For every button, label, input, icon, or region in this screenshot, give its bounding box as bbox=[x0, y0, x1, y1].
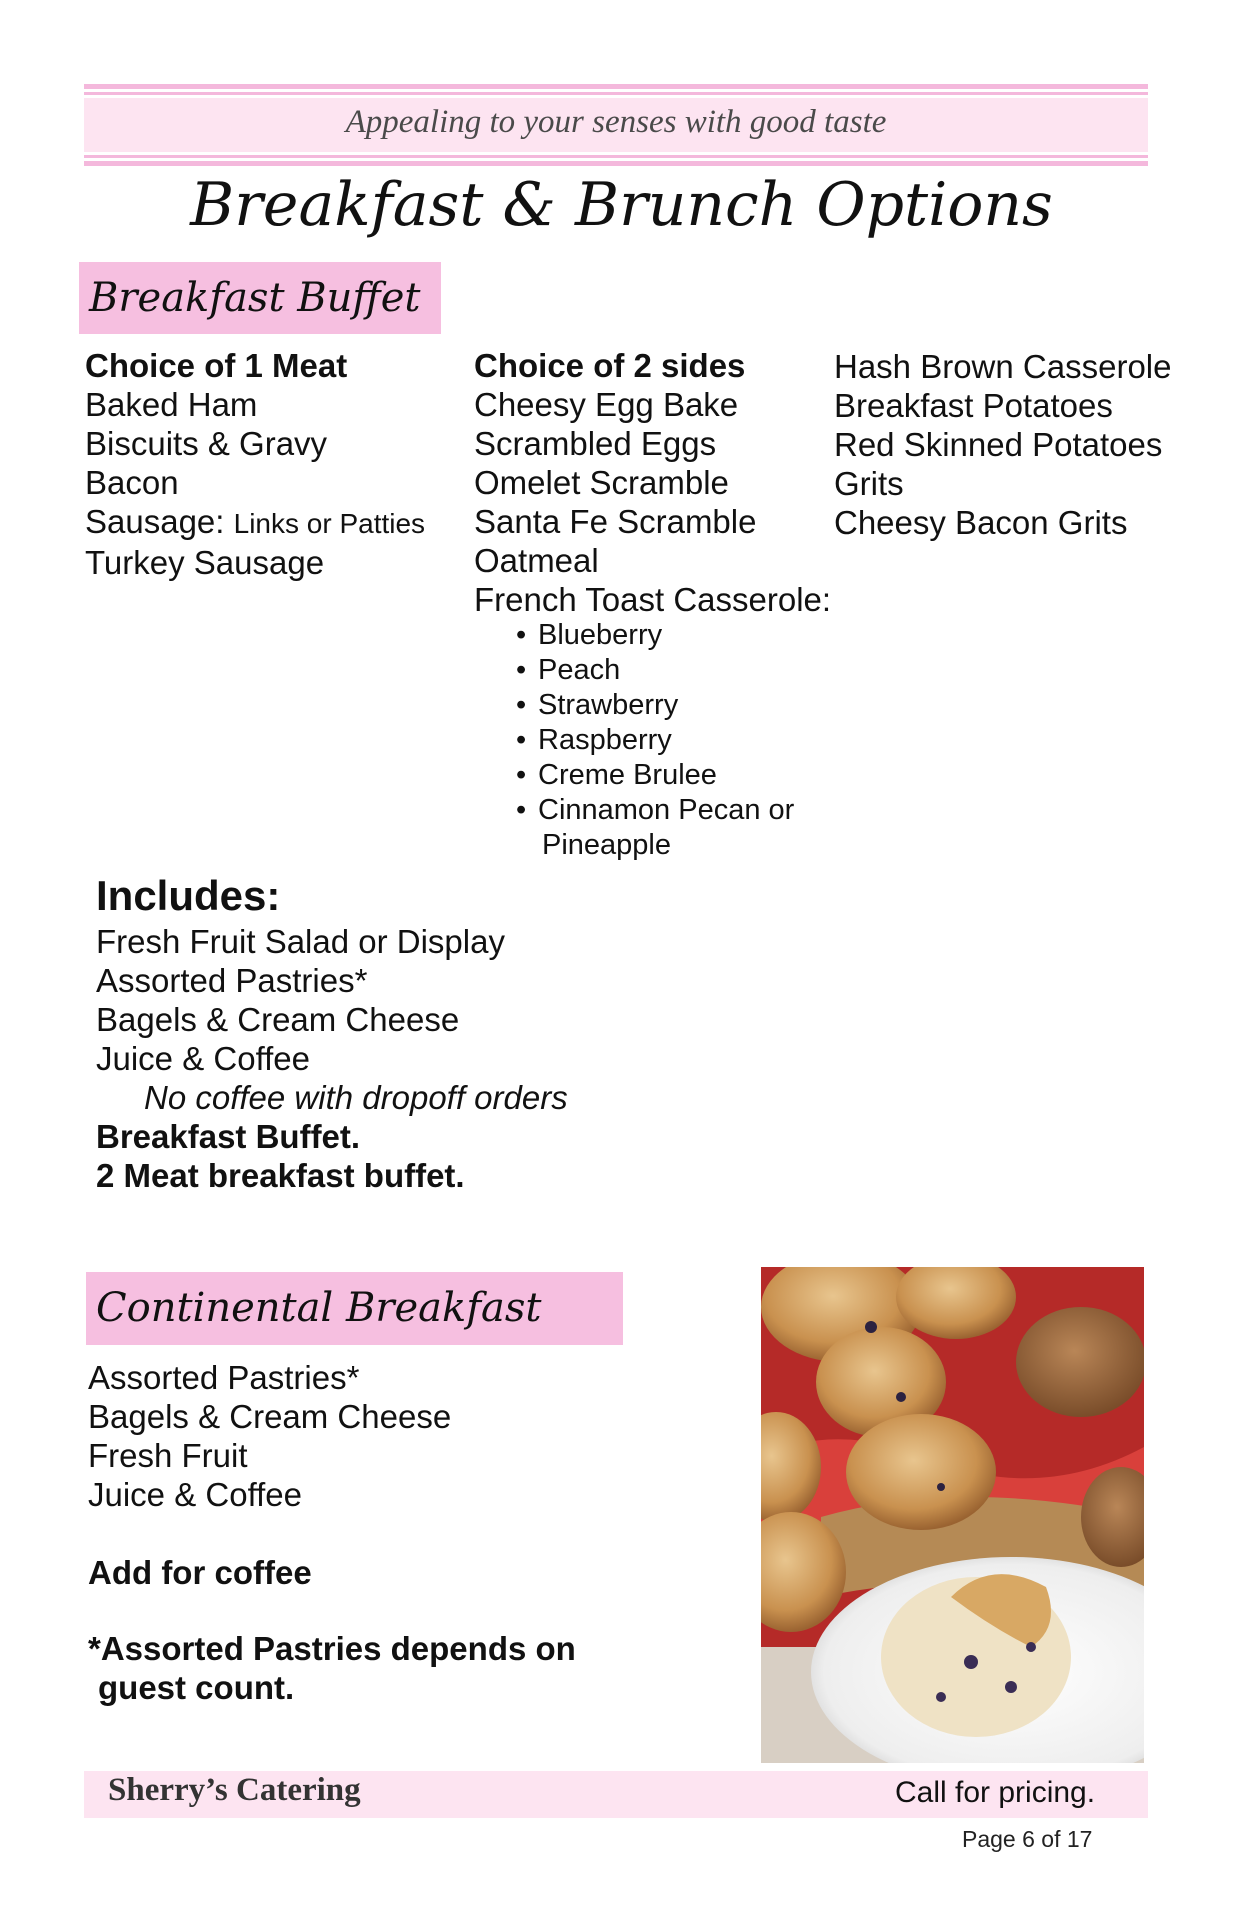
page-title: Breakfast & Brunch Options bbox=[190, 170, 1053, 240]
list-item: • Creme Brulee bbox=[516, 758, 794, 793]
list-item: Scrambled Eggs bbox=[474, 425, 717, 462]
list-item: Fresh Fruit bbox=[88, 1437, 248, 1474]
header-band bbox=[84, 84, 1148, 166]
includes-section bbox=[96, 870, 568, 1195]
pastry-footnote-cont: guest count. bbox=[98, 1669, 295, 1706]
list-item: Juice & Coffee bbox=[96, 1040, 311, 1077]
header-top-line bbox=[84, 84, 1148, 89]
list-item: Cheesy Bacon Grits bbox=[834, 504, 1128, 541]
sausage-detail: Links or Patties bbox=[233, 508, 426, 539]
list-item: Grits bbox=[834, 465, 904, 502]
list-item: Fresh Fruit Salad or Display bbox=[96, 923, 505, 960]
sides-column-2 bbox=[834, 347, 1171, 542]
list-item: Biscuits & Gravy bbox=[85, 425, 328, 462]
price-line: 2 Meat breakfast buffet. bbox=[96, 1157, 465, 1194]
list-item: Santa Fe Scramble bbox=[474, 503, 757, 540]
list-item: Oatmeal bbox=[474, 542, 599, 579]
breakfast-buffet-heading: Breakfast Buffet bbox=[79, 262, 441, 334]
list-item-continuation: Pineapple bbox=[542, 829, 671, 861]
list-item: Red Skinned Potatoes bbox=[834, 426, 1163, 463]
list-item: Cheesy Egg Bake bbox=[474, 386, 739, 423]
list-item: Bagels & Cream Cheese bbox=[96, 1001, 460, 1038]
list-item: Turkey Sausage bbox=[85, 544, 325, 581]
list-item: Breakfast Potatoes bbox=[834, 387, 1113, 424]
sides-column bbox=[474, 346, 831, 619]
continental-list bbox=[88, 1358, 576, 1707]
meat-heading: Choice of 1 Meat bbox=[85, 347, 348, 384]
header-top-line-thin bbox=[84, 92, 1148, 95]
list-item bbox=[85, 502, 425, 543]
tagline: Appealing to your senses with good taste bbox=[345, 104, 887, 140]
list-item: French Toast Casserole: bbox=[474, 581, 832, 618]
sausage-label: Sausage: bbox=[85, 503, 225, 540]
list-item: • Strawberry bbox=[516, 688, 794, 723]
header-bottom-line-thin bbox=[84, 155, 1148, 158]
pastry-footnote: *Assorted Pastries depends on bbox=[88, 1630, 576, 1667]
list-item: • Cinnamon Pecan or bbox=[516, 793, 794, 828]
page-number: Page 6 of 17 bbox=[962, 1826, 1093, 1852]
price-line: Breakfast Buffet. bbox=[96, 1118, 361, 1155]
includes-heading: Includes: bbox=[96, 872, 281, 919]
list-item: • Peach bbox=[516, 653, 794, 688]
list-item: Juice & Coffee bbox=[88, 1476, 303, 1513]
call-for-pricing: Call for pricing. bbox=[895, 1776, 1096, 1809]
header-bottom-line bbox=[84, 161, 1148, 166]
list-item: Bagels & Cream Cheese bbox=[88, 1398, 452, 1435]
continental-heading: Continental Breakfast bbox=[86, 1272, 623, 1345]
add-coffee-note: Add for coffee bbox=[88, 1554, 312, 1591]
meat-column bbox=[85, 346, 425, 582]
french-toast-flavors bbox=[516, 618, 794, 863]
list-item: Baked Ham bbox=[85, 386, 258, 423]
list-item: Bacon bbox=[85, 464, 179, 501]
company-name: Sherry’s Catering bbox=[108, 1772, 361, 1808]
list-item: • Raspberry bbox=[516, 723, 794, 758]
list-item: Hash Brown Casserole bbox=[834, 348, 1172, 385]
list-item: • Blueberry bbox=[516, 618, 794, 653]
muffins-photo bbox=[761, 1267, 1144, 1763]
list-item: Assorted Pastries* bbox=[96, 962, 368, 999]
list-item: Assorted Pastries* bbox=[88, 1359, 360, 1396]
muffins-illustration bbox=[761, 1267, 1144, 1763]
list-item: Omelet Scramble bbox=[474, 464, 729, 501]
coffee-note: No coffee with dropoff orders bbox=[144, 1079, 568, 1116]
sides-heading: Choice of 2 sides bbox=[474, 347, 746, 384]
